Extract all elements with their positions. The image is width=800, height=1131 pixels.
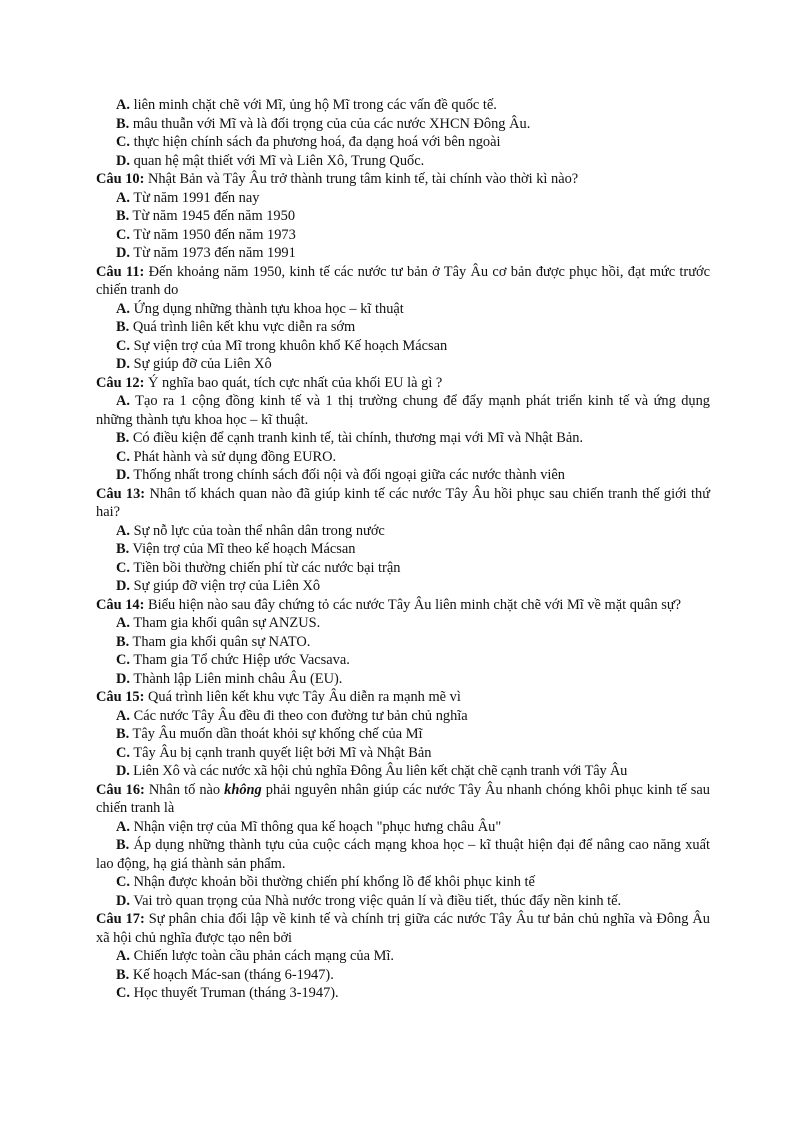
option: A. Các nước Tây Âu đều đi theo con đường tư bản chủ nghĩa	[116, 707, 468, 724]
question-12: Câu 12: Ý nghĩa bao quát, tích cực nhất của khối EU là gì ?	[96, 374, 443, 391]
option: C. Phát hành và sử dụng đồng EURO.	[116, 448, 337, 465]
document-page	[96, 96, 710, 1003]
option: C. Tây Âu bị cạnh tranh quyết liệt bởi Mĩ và Nhật Bản	[116, 744, 432, 761]
option: A. Từ năm 1991 đến nay	[116, 189, 260, 206]
option: C. Từ năm 1950 đến năm 1973	[116, 226, 296, 243]
option: B. Kế hoạch Mác-san (tháng 6-1947).	[116, 966, 334, 983]
option: B. Quá trình liên kết khu vực diễn ra sớm	[116, 319, 356, 335]
option: B. Áp dụng những thành tựu của cuộc cách mạng khoa học – kĩ thuật hiện đại để nâng cao năng xuất lao động, hạ giá thành sản phẩm.	[96, 837, 710, 872]
emphasis: không	[224, 781, 262, 798]
question-13: Câu 13: Nhân tố khách quan nào đã giúp kinh tế các nước Tây Âu hồi phục sau chiến tranh thế giới thứ hai?	[96, 485, 710, 520]
question-10: Câu 10: Nhật Bản và Tây Âu trở thành trung tâm kinh tế, tài chính vào thời kì nào?	[96, 171, 579, 187]
option: D. quan hệ mật thiết với Mĩ và Liên Xô, Trung Quốc.	[116, 152, 425, 169]
question-17: Câu 17: Sự phân chia đối lập về kinh tế và chính trị giữa các nước Tây Âu tư bản chủ nghĩa và Đông Âu xã hội chủ nghĩa được tạo nên bởi	[96, 911, 710, 946]
option: B. Tham gia khối quân sự NATO.	[116, 633, 311, 650]
option: B. Tây Âu muốn dần thoát khỏi sự khống chế của Mĩ	[116, 726, 423, 742]
option: C. Sự viện trợ của Mĩ trong khuôn khổ Kế hoạch Mácsan	[116, 337, 448, 354]
question-15: Câu 15: Quá trình liên kết khu vực Tây Âu diễn ra mạnh mẽ vì	[96, 689, 461, 705]
option: D. Liên Xô và các nước xã hội chủ nghĩa Đông Âu liên kết chặt chẽ cạnh tranh với Tây Âu	[116, 763, 628, 779]
option: B. mâu thuẫn với Mĩ và là đối trọng của của các nước XHCN Đông Âu.	[116, 115, 531, 132]
option: D. Sự giúp đỡ viện trợ của Liên Xô	[116, 578, 321, 594]
option: C. Nhận được khoản bồi thường chiến phí khổng lồ để khôi phục kinh tế	[116, 874, 535, 890]
question-11: Câu 11: Đến khoảng năm 1950, kinh tế các nước tư bản ở Tây Âu cơ bản được phục hồi, đạt mức trước chiến tranh do	[96, 263, 711, 298]
option: A. Nhận viện trợ của Mĩ thông qua kế hoạch "phục hưng châu Âu"	[116, 818, 502, 835]
option: A. Tham gia khối quân sự ANZUS.	[116, 615, 321, 631]
option: A. Ứng dụng những thành tựu khoa học – kĩ thuật	[116, 300, 404, 317]
option: A. liên minh chặt chẽ với Mĩ, ủng hộ Mĩ trong các vấn đề quốc tế.	[116, 97, 497, 113]
option: C. Tham gia Tổ chức Hiệp ước Vacsava.	[116, 652, 350, 668]
option: B. Từ năm 1945 đến năm 1950	[116, 208, 296, 224]
question-14: Câu 14: Biểu hiện nào sau đây chứng tỏ các nước Tây Âu liên minh chặt chẽ với Mĩ về mặt quân sự?	[96, 596, 682, 613]
option: D. Thành lập Liên minh châu Âu (EU).	[116, 670, 343, 687]
option: D. Từ năm 1973 đến năm 1991	[116, 245, 296, 261]
option: A. Tạo ra 1 cộng đồng kinh tế và 1 thị trường chung để đẩy mạnh phát triển kinh tế và ứng dụng những thành tựu khoa học – kĩ thuật.	[96, 393, 710, 428]
option: D. Sự giúp đỡ của Liên Xô	[116, 356, 272, 372]
question-16: Câu 16: Nhân tố nào không phải nguyên nhân giúp các nước Tây Âu nhanh chóng khôi phục kinh tế sau chiến tranh là	[96, 781, 710, 816]
option: C. Tiền bồi thường chiến phí từ các nước bại trận	[116, 559, 401, 576]
option: D. Thống nhất trong chính sách đối nội và đối ngoại giữa các nước thành viên	[116, 467, 565, 483]
option: C. thực hiện chính sách đa phương hoá, đa dạng hoá với bên ngoài	[116, 134, 501, 150]
option: B. Có điều kiện để cạnh tranh kinh tế, tài chính, thương mại với Mĩ và Nhật Bản.	[116, 430, 584, 446]
option: A. Chiến lược toàn cầu phản cách mạng của Mĩ.	[116, 948, 394, 964]
option: D. Vai trò quan trọng của Nhà nước trong việc quản lí và điều tiết, thúc đẩy nền kinh tế.	[116, 892, 622, 909]
lead-options	[96, 96, 710, 170]
option: C. Học thuyết Truman (tháng 3-1947).	[116, 985, 339, 1001]
option: B. Viện trợ của Mĩ theo kế hoạch Mácsan	[116, 541, 356, 557]
option: A. Sự nỗ lực của toàn thể nhân dân trong nước	[116, 522, 385, 539]
